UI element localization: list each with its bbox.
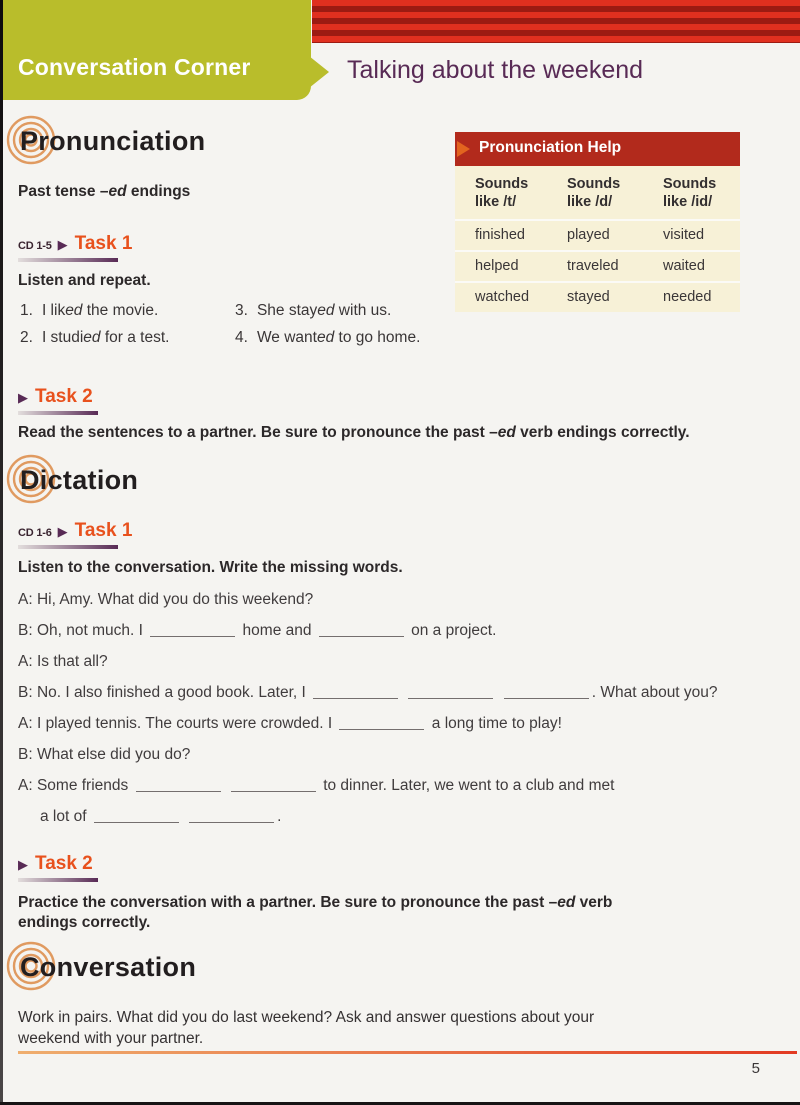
fill-in-blank — [189, 810, 274, 823]
task2-label: Task 2 — [35, 386, 93, 407]
help-column-headers — [455, 166, 740, 219]
pronunciation-subheading: Past tense –ed endings — [18, 183, 191, 200]
dialogue-line: B: What else did you do? — [18, 746, 191, 763]
fill-in-blank — [313, 686, 398, 699]
dialogue-line: a lot of . — [40, 808, 282, 825]
sentence-number: 1. — [20, 302, 33, 319]
fill-in-blank — [408, 686, 493, 699]
fill-in-blank — [136, 779, 221, 792]
help-cell: stayed — [567, 289, 610, 305]
help-column-header: Sounds like /d/ — [567, 176, 621, 210]
dialogue-line: A: I played tennis. The courts were crowded. I a long time to play! — [18, 715, 562, 732]
help-cell: traveled — [567, 258, 619, 274]
dictation-dialogue — [18, 591, 782, 839]
play-triangle-icon: ▶ — [57, 524, 68, 539]
practice-sentence: 1. I liked the movie. — [20, 302, 159, 319]
banner-arrow — [309, 56, 329, 88]
help-cell: waited — [663, 258, 705, 274]
pronunciation-task2-header — [18, 386, 98, 415]
practice-sentence: 2. I studied for a test. — [20, 329, 170, 346]
practice-sentence: 4. We wanted to go home. — [235, 329, 421, 346]
pronunciation-task1-header — [18, 233, 132, 262]
help-cell: visited — [663, 227, 705, 243]
conversation-heading: Conversation — [14, 952, 196, 983]
header-stripes — [312, 0, 800, 43]
fill-in-blank — [504, 686, 589, 699]
help-column-header: Sounds like /t/ — [475, 176, 529, 210]
fill-in-blank — [150, 624, 235, 637]
conversation-instruction: Work in pairs. What did you do last weekend? Ask and answer questions about your weekend with your partner. — [18, 1009, 595, 1047]
sentence-number: 2. — [20, 329, 33, 346]
dictation-task2-header — [18, 853, 98, 882]
play-triangle-icon: ▶ — [57, 237, 68, 252]
footer-rule — [18, 1051, 797, 1054]
help-cell: needed — [663, 289, 712, 305]
cd-track-label: CD 1-5 — [18, 240, 52, 252]
page-number: 5 — [751, 1060, 760, 1077]
help-rows — [455, 219, 740, 312]
dialogue-line: B: Oh, not much. I home and on a project. — [18, 622, 497, 639]
banner-label: Conversation Corner — [18, 54, 251, 80]
task-underline — [18, 545, 118, 549]
help-cell: watched — [475, 289, 530, 305]
dialogue-line: B: No. I also finished a good book. Later, I . What about you? — [18, 684, 718, 701]
cd-track-label: CD 1-6 — [18, 527, 52, 539]
dictation-task1-header — [18, 520, 132, 549]
fill-in-blank — [94, 810, 179, 823]
task-underline — [18, 878, 98, 882]
help-cell: finished — [475, 227, 525, 243]
task-underline — [18, 258, 118, 262]
section-banner — [3, 0, 311, 100]
help-row — [455, 281, 740, 312]
help-arrow-icon — [457, 141, 470, 157]
help-row — [455, 219, 740, 250]
dictation-heading: Dictation — [14, 465, 138, 496]
practice-sentence: 3. She stayed with us. — [235, 302, 392, 319]
play-triangle-icon: ▶ — [18, 857, 28, 872]
pronunciation-heading: Pronunciation — [14, 126, 205, 157]
page-left-edge — [0, 0, 3, 1105]
task1-label: Task 1 — [74, 233, 133, 254]
pronunciation-task2-instruction: Read the sentences to a partner. Be sure to pronounce the past –ed verb endings correctly. — [18, 424, 690, 441]
help-box-header — [455, 132, 740, 166]
dictation-task2-instruction: Practice the conversation with a partner. Be sure to pronounce the past –ed verb endings correctly. — [18, 894, 613, 931]
help-row — [455, 250, 740, 281]
fill-in-blank — [339, 717, 424, 730]
task1-instruction: Listen and repeat. — [18, 272, 151, 289]
pronunciation-help-box — [455, 132, 740, 312]
play-triangle-icon: ▶ — [18, 390, 28, 405]
fill-in-blank — [319, 624, 404, 637]
sentence-number: 3. — [235, 302, 248, 319]
practice-sentence-list — [20, 302, 485, 356]
fill-in-blank — [231, 779, 316, 792]
task2-label: Task 2 — [35, 853, 93, 874]
page-title: Talking about the weekend — [347, 56, 644, 84]
help-cell: helped — [475, 258, 519, 274]
sentence-number: 4. — [235, 329, 248, 346]
help-box-title: Pronunciation Help — [479, 139, 622, 156]
help-column-header: Sounds like /id/ — [663, 176, 717, 210]
dialogue-line: A: Hi, Amy. What did you do this weekend? — [18, 591, 314, 608]
task1-label: Task 1 — [74, 520, 133, 541]
dialogue-line: A: Some friends to dinner. Later, we went to a club and met — [18, 777, 615, 794]
help-cell: played — [567, 227, 610, 243]
dialogue-line: A: Is that all? — [18, 653, 108, 670]
dictation-task1-instruction: Listen to the conversation. Write the missing words. — [18, 559, 403, 576]
task-underline — [18, 411, 98, 415]
